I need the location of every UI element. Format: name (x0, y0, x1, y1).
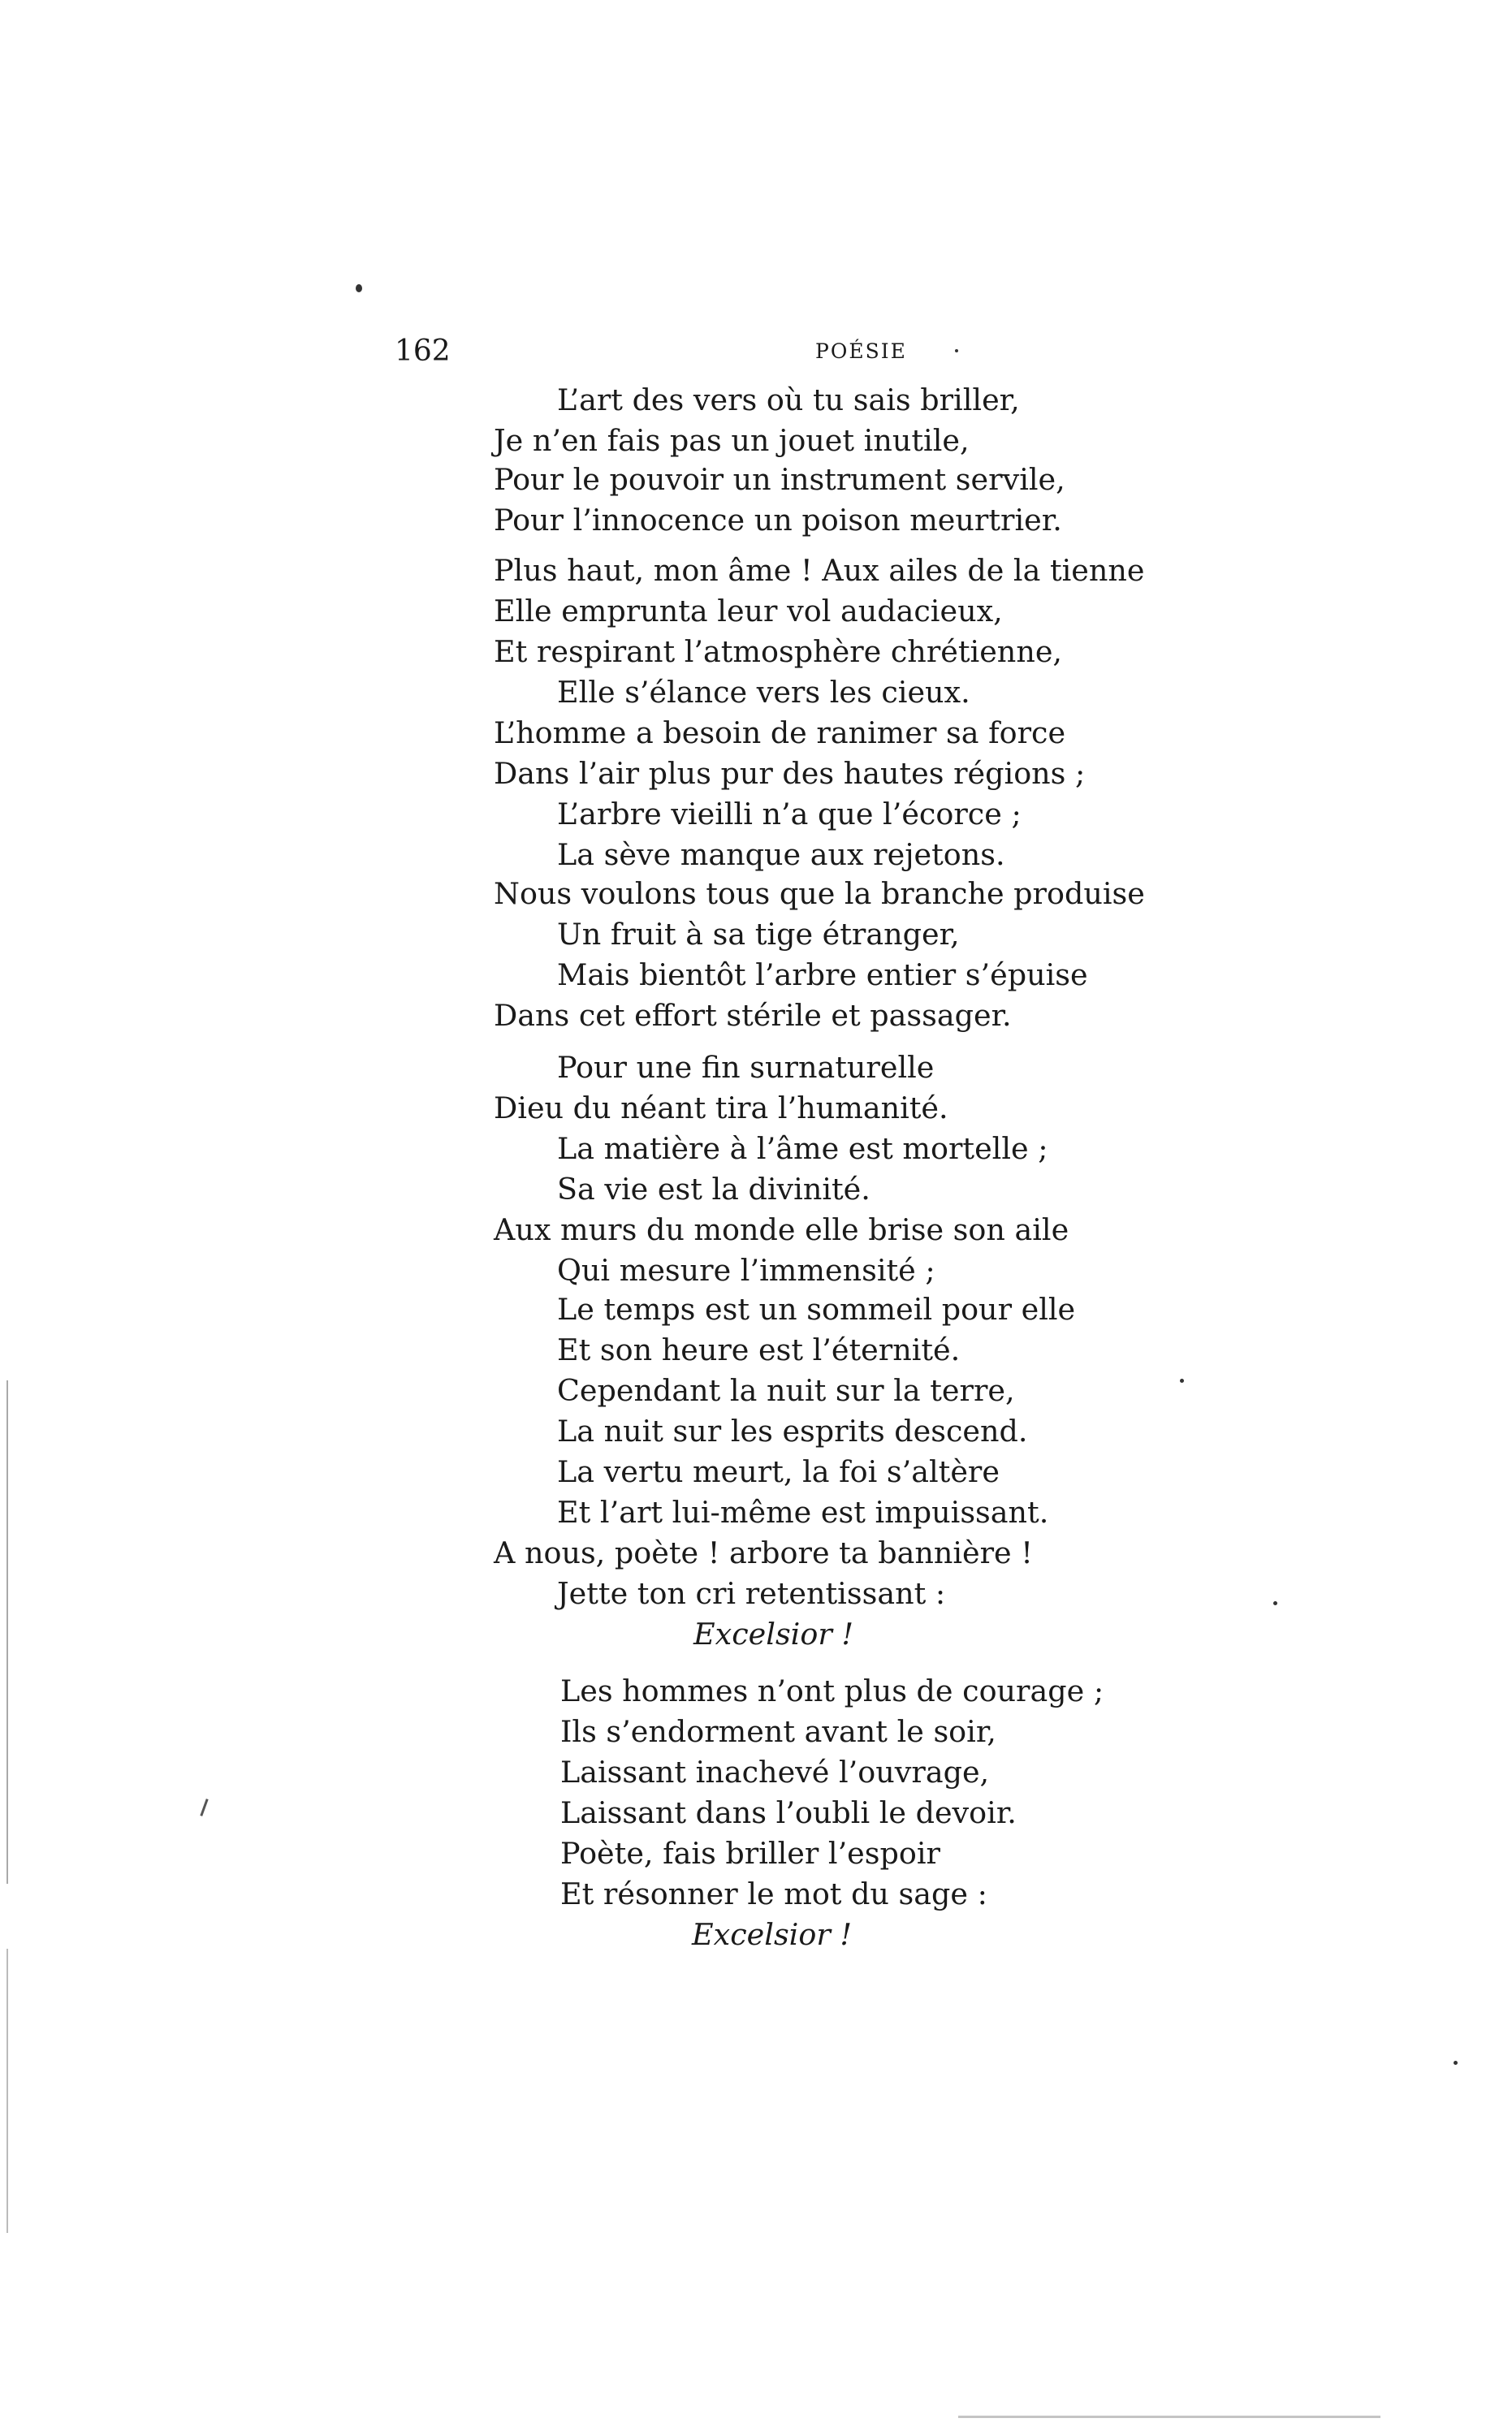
page-number: 162 (395, 335, 451, 368)
poem-line: La vertu meurt, la foi s’altère (557, 1454, 1000, 1489)
scan-speck (1180, 1379, 1184, 1383)
running-title: POÉSIE (815, 339, 907, 363)
poem-line: Et respirant l’atmosphère chrétienne, (494, 634, 1063, 669)
poem-line: Aux murs du monde elle brise son aile (494, 1212, 1069, 1247)
poem-line: Laissant inachevé l’ouvrage, (560, 1755, 990, 1790)
poem-line: Je n’en fais pas un jouet inutile, (494, 423, 970, 458)
scan-speck (955, 349, 958, 352)
poem-line: Plus haut, mon âme ! Aux ailes de la tienne (494, 553, 1145, 588)
poem-line: Le temps est un sommeil pour elle (557, 1292, 1076, 1327)
poem-line: Ils s’endorment avant le soir, (560, 1714, 996, 1749)
poem-line: A nous, poète ! arbore ta bannière ! (494, 1535, 1033, 1570)
poem-line: Pour une fin surnaturelle (557, 1050, 935, 1085)
poem-line: Elle s’élance vers les cieux. (557, 675, 970, 710)
poem-line: La sève manque aux rejetons. (557, 837, 1005, 872)
running-head (0, 335, 1512, 375)
poem-line: Jette ton cri retentissant : (557, 1576, 946, 1611)
scan-edge-mark (6, 1949, 8, 2233)
poem-line: Et l’art lui-même est impuissant. (557, 1495, 1049, 1530)
poem-line: Qui mesure l’immensité ; (557, 1253, 935, 1288)
poem-line: Et son heure est l’éternité. (557, 1332, 961, 1367)
poem-line: Poète, fais briller l’espoir (560, 1836, 940, 1871)
scan-speck (1454, 2061, 1458, 2065)
poem-line: Dans cet effort stérile et passager. (494, 998, 1012, 1033)
scan-speck (1273, 1601, 1277, 1605)
poem-line: Cependant la nuit sur la terre, (557, 1373, 1015, 1408)
poem-line: Dans l’air plus pur des hautes régions ; (494, 756, 1086, 791)
poem-line: L’art des vers où tu sais briller, (557, 382, 1020, 417)
scan-speck (200, 1799, 208, 1816)
poem-line-refrain: Excelsior ! (692, 1917, 853, 1952)
poem-line: La nuit sur les esprits descend. (557, 1414, 1028, 1449)
poem-line: Et résonner le mot du sage : (560, 1876, 987, 1911)
poem-line: Laissant dans l’oubli le devoir. (560, 1795, 1017, 1830)
poem-line: Mais bientôt l’arbre entier s’épuise (557, 957, 1088, 992)
poem-line: Dieu du néant tira l’humanité. (494, 1090, 948, 1125)
poem-line: Pour l’innocence un poison meurtrier. (494, 503, 1062, 538)
scan-edge-mark (958, 2416, 1380, 2418)
poem-line: Sa vie est la divinité. (557, 1172, 870, 1207)
poem-line: L’arbre vieilli n’a que l’écorce ; (557, 797, 1022, 831)
poem-line: La matière à l’âme est mortelle ; (557, 1131, 1048, 1166)
poem-line: Elle emprunta leur vol audacieux, (494, 594, 1003, 628)
poem-line: Les hommes n’ont plus de courage ; (560, 1673, 1104, 1708)
poem-line-refrain: Excelsior ! (693, 1617, 854, 1652)
poem-line: Nous voulons tous que la branche produise (494, 876, 1145, 911)
scan-edge-mark (6, 1380, 8, 1884)
poem-line: Pour le pouvoir un instrument servile, (494, 462, 1065, 497)
poem-line: L’homme a besoin de ranimer sa force (494, 715, 1066, 750)
poem-line: Un fruit à sa tige étranger, (557, 917, 960, 952)
scan-speck (356, 284, 362, 292)
